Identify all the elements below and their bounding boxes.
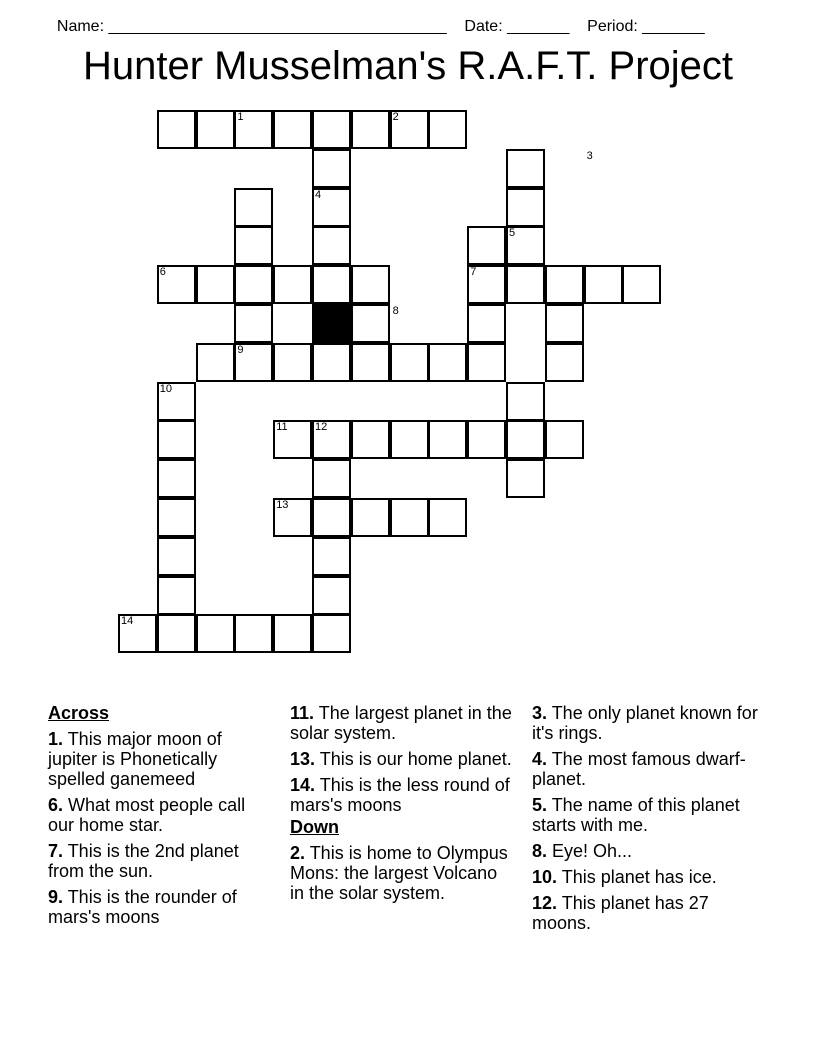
clue-number: 9	[237, 343, 244, 356]
blocked-cell	[312, 304, 351, 343]
grid-cell[interactable]	[545, 343, 584, 382]
clue-number: 10	[159, 382, 173, 395]
grid-cell[interactable]	[428, 498, 467, 537]
grid-cell[interactable]	[584, 265, 623, 304]
grid-cell[interactable]	[234, 614, 273, 653]
grid-cell[interactable]	[390, 343, 429, 382]
grid-cell[interactable]	[545, 265, 584, 304]
period-field[interactable]: Period: _______	[587, 18, 705, 35]
clue-number: 5	[509, 227, 516, 240]
name-field[interactable]: Name: ______________________________________	[56, 18, 447, 35]
grid-cell[interactable]	[428, 420, 467, 459]
grid-cell[interactable]	[157, 459, 196, 498]
grid-cell[interactable]	[428, 343, 467, 382]
clue-down-3: 3. The only planet known for it's rings.	[532, 703, 758, 743]
clue-number: 7	[470, 266, 477, 279]
grid-cell[interactable]	[312, 110, 351, 149]
grid-cell[interactable]	[312, 498, 351, 537]
clue-down-8: 8. Eye! Oh...	[532, 841, 633, 861]
clue-number: 12	[315, 421, 328, 434]
grid-cell[interactable]	[312, 226, 351, 265]
clue-down-4: 4. The most famous dwarf-planet.	[532, 749, 746, 789]
clue-number: 3	[586, 149, 593, 162]
clue-number: 13	[276, 499, 289, 511]
grid-cell[interactable]	[234, 304, 273, 343]
clue-number: 1	[237, 111, 244, 123]
grid-cell[interactable]	[234, 226, 273, 265]
grid-cell[interactable]	[506, 420, 545, 459]
clue-down-5: 5. The name of this planet starts with me.	[532, 795, 740, 835]
grid-cell[interactable]	[312, 576, 351, 615]
grid-cell[interactable]	[506, 382, 545, 421]
down-heading: Down	[290, 817, 339, 837]
grid-cell[interactable]	[506, 459, 545, 498]
grid-cell[interactable]	[157, 614, 196, 653]
clue-down-2: 2. This is home to Olympus Mons: the largest Volcano in the solar system.	[290, 843, 508, 903]
grid-cell[interactable]	[157, 537, 196, 576]
grid-cell[interactable]	[467, 226, 506, 265]
grid-cell[interactable]	[234, 188, 273, 227]
clue-across-7: 7. This is the 2nd planet from the sun.	[48, 841, 239, 881]
clues-column-1	[48, 703, 268, 933]
across-heading: Across	[48, 703, 110, 723]
grid-cell[interactable]	[273, 343, 312, 382]
grid-cell[interactable]	[390, 498, 429, 537]
grid-cell[interactable]	[157, 110, 196, 149]
grid-cell[interactable]	[312, 537, 351, 576]
grid-cell[interactable]	[157, 498, 196, 537]
clues-column-3	[532, 703, 767, 939]
grid-cell[interactable]	[157, 420, 196, 459]
grid-cell[interactable]	[273, 265, 312, 304]
grid-cell[interactable]	[312, 459, 351, 498]
grid-cell[interactable]	[390, 420, 429, 459]
grid-cell[interactable]	[273, 110, 312, 149]
page-title: Hunter Musselman's R.A.F.T. Project	[82, 44, 734, 88]
grid-cell[interactable]	[428, 110, 467, 149]
grid-cell[interactable]	[196, 343, 235, 382]
clue-across-13: 13. This is our home planet.	[290, 749, 512, 769]
date-field[interactable]: Date: _______	[464, 18, 570, 35]
grid-cell[interactable]	[312, 614, 351, 653]
grid-cell[interactable]	[196, 110, 235, 149]
grid-cell[interactable]	[312, 343, 351, 382]
grid-cell[interactable]	[622, 265, 661, 304]
grid-cell[interactable]	[351, 265, 390, 304]
clue-across-14: 14. This is the less round of mars's moons	[290, 775, 510, 815]
clue-number: 2	[392, 111, 399, 123]
clues-column-2	[290, 703, 515, 909]
grid-cell[interactable]	[312, 265, 351, 304]
clue-number: 11	[276, 421, 288, 434]
clue-number: 8	[392, 305, 399, 317]
clue-across-11: 11. The largest planet in the solar system.	[290, 703, 512, 743]
grid-cell[interactable]	[545, 304, 584, 343]
grid-cell[interactable]	[351, 420, 390, 459]
grid-cell[interactable]	[234, 265, 273, 304]
grid-cell[interactable]	[196, 265, 235, 304]
grid-cell[interactable]	[196, 614, 235, 653]
clue-number: 4	[315, 188, 322, 201]
grid-cell[interactable]	[157, 576, 196, 615]
grid-cell[interactable]	[506, 188, 545, 227]
grid-cell[interactable]	[506, 149, 545, 188]
clue-across-6: 6. What most people call our home star.	[48, 795, 246, 835]
grid-cell[interactable]	[351, 343, 390, 382]
grid-cell[interactable]	[467, 420, 506, 459]
clue-across-9: 9. This is the rounder of mars's moons	[48, 887, 237, 927]
grid-cell[interactable]	[506, 265, 545, 304]
clue-down-10: 10. This planet has ice.	[532, 867, 717, 887]
grid-cell[interactable]	[467, 304, 506, 343]
clue-across-1: 1. This major moon of jupiter is Phonetically spelled ganemeed	[48, 729, 222, 789]
grid-cell[interactable]	[273, 614, 312, 653]
grid-cell[interactable]	[312, 149, 351, 188]
grid-cell[interactable]	[351, 304, 390, 343]
clue-down-12: 12. This planet has 27 moons.	[532, 893, 709, 933]
clue-number: 6	[159, 266, 166, 279]
clue-number: 14	[121, 615, 134, 628]
grid-cell[interactable]	[351, 498, 390, 537]
grid-cell[interactable]	[351, 110, 390, 149]
grid-cell[interactable]	[545, 420, 584, 459]
grid-cell[interactable]	[467, 343, 506, 382]
